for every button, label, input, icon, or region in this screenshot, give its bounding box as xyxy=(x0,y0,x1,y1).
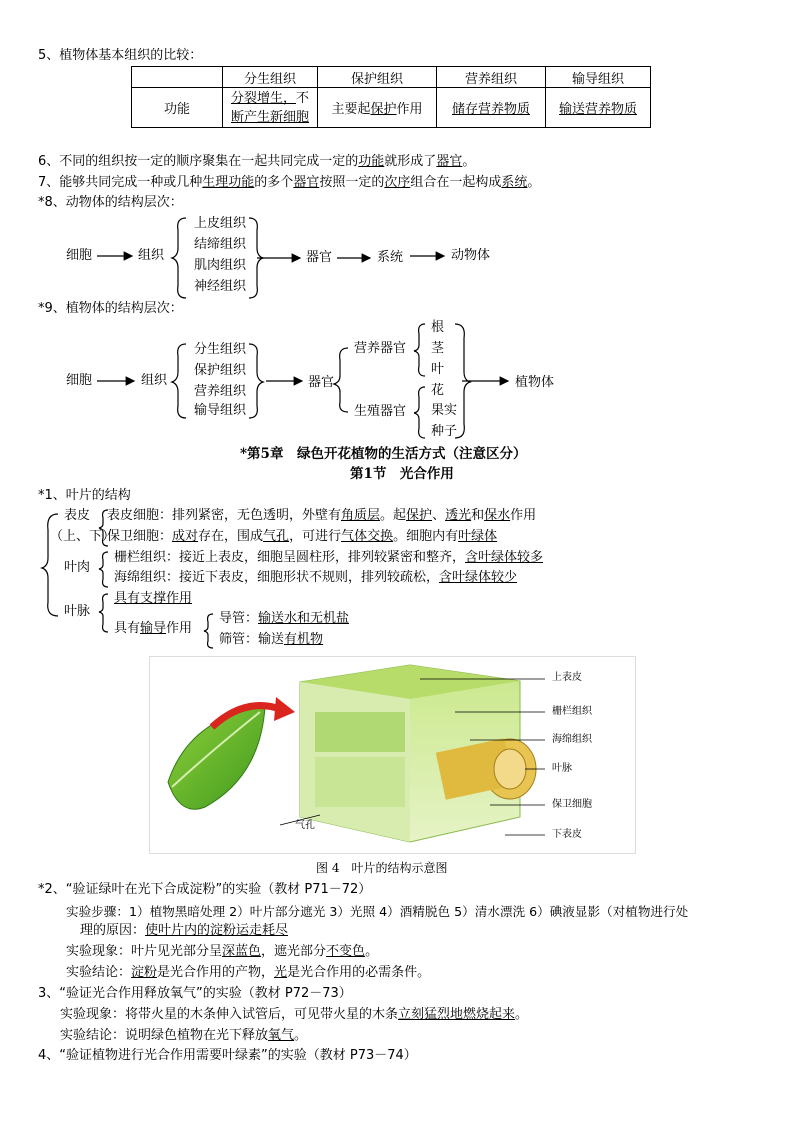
table-header: 营养组织 xyxy=(437,67,546,88)
vein-support: 具有支撑作用 xyxy=(114,591,193,606)
rep-item: 花 xyxy=(431,383,445,398)
vein-transport: 具有输导作用 xyxy=(114,621,193,636)
plant-body: 植物体 xyxy=(515,375,555,390)
leaf-structure-figure xyxy=(149,656,636,854)
veg-item: 叶 xyxy=(431,362,445,377)
section-9-title: *9、植物体的结构层次： xyxy=(38,301,183,316)
fig-label: 保卫细胞 xyxy=(552,799,592,810)
exp2-phenomenon: 实验现象：叶片见光部分呈深蓝色，遮光部分不变色。 xyxy=(66,944,379,959)
table-row-label: 功能 xyxy=(132,88,223,128)
reproductive-organ: 生殖器官 xyxy=(354,404,407,419)
chapter-title: *第5章 绿色开花植物的生活方式（注意区分） xyxy=(240,446,527,462)
vein-label: 叶脉 xyxy=(64,604,91,619)
animal-organ: 器官 xyxy=(306,250,333,265)
table-cell: 输送营养物质 xyxy=(546,88,651,128)
exp2-steps: 实验步骤：1）植物黑暗处理 2）叶片部分遮光 3）光照 4）酒精脱色 5）清水漂洗 6）碘液显影（对植物进行处 xyxy=(66,904,689,919)
fig-label: 栅栏组织 xyxy=(552,706,592,717)
guard-cell-text: 保卫细胞：成对存在，围成气孔，可进行气体交换。细胞内有叶绿体 xyxy=(107,529,498,544)
plant-tissue-item: 营养组织 xyxy=(194,384,247,399)
fig-label: 气孔 xyxy=(295,820,315,831)
table-header: 输导组织 xyxy=(546,67,651,88)
section-title: 第1节 光合作用 xyxy=(350,466,454,482)
veg-item: 根 xyxy=(431,320,445,335)
plant-organ: 器官 xyxy=(308,375,335,390)
section-6: 6、不同的组织按一定的顺序聚集在一起共同完成一定的功能就形成了器官。 xyxy=(38,154,476,169)
animal-tissue: 组织 xyxy=(138,248,165,263)
rep-item: 果实 xyxy=(431,403,458,418)
epidermal-cell-text: 表皮细胞：排列紧密，无色透明，外壁有角质层。起保护、透光和保水作用 xyxy=(107,508,537,523)
section-8-title: *8、动物体的结构层次： xyxy=(38,195,183,210)
exp2-title: *2、“验证绿叶在光下合成淀粉”的实验（教材 P71－72） xyxy=(38,882,372,897)
fig-label: 上表皮 xyxy=(552,672,582,683)
plant-tissue: 组织 xyxy=(141,373,168,388)
section-5-title: 5、植物体基本组织的比较： xyxy=(38,48,203,63)
exp2-reason: 理的原因：使叶片内的淀粉运走耗尽 xyxy=(80,923,289,938)
fig-label: 下表皮 xyxy=(552,829,582,840)
exp4-title: 4、“验证植物进行光合作用需要叶绿素”的实验（教材 P73－74） xyxy=(38,1048,417,1063)
animal-tissue-item: 结缔组织 xyxy=(194,237,247,252)
animal-tissue-item: 肌肉组织 xyxy=(194,258,247,273)
plant-tissue-item: 输导组织 xyxy=(194,403,247,418)
animal-cell: 细胞 xyxy=(66,248,93,263)
table-header: 保护组织 xyxy=(318,67,437,88)
animal-system: 系统 xyxy=(377,250,404,265)
epidermis-sub: （上、下） xyxy=(50,529,116,544)
epidermis-label: 表皮 xyxy=(64,508,91,523)
exp3-conclusion: 实验结论：说明绿色植物在光下释放氧气。 xyxy=(60,1028,308,1043)
animal-body: 动物体 xyxy=(451,248,491,263)
xylem-text: 导管：输送水和无机盐 xyxy=(219,611,350,626)
leaf-structure-title: *1、叶片的结构 xyxy=(38,488,131,503)
vegetative-organ: 营养器官 xyxy=(354,341,407,356)
plant-tissue-item: 分生组织 xyxy=(194,342,247,357)
fig-label: 海绵组织 xyxy=(552,734,592,745)
table-cell: 分裂增生，不 断产生新细胞 xyxy=(223,88,318,128)
exp2-conclusion: 实验结论：淀粉是光合作用的产物，光是光合作用的必需条件。 xyxy=(66,965,431,980)
plant-cell: 细胞 xyxy=(66,373,93,388)
palisade-text: 栅栏组织：接近上表皮，细胞呈圆柱形，排列较紧密和整齐，含叶绿体较多 xyxy=(114,550,544,565)
table-header: 分生组织 xyxy=(223,67,318,88)
veg-item: 茎 xyxy=(431,341,445,356)
plant-tissue-item: 保护组织 xyxy=(194,363,247,378)
table-cell: 储存营养物质 xyxy=(437,88,546,128)
exp3-title: 3、“验证光合作用释放氧气”的实验（教材 P72－73） xyxy=(38,986,352,1001)
phloem-text: 筛管：输送有机物 xyxy=(219,632,324,647)
mesophyll-label: 叶肉 xyxy=(64,560,91,575)
exp3-phenomenon: 实验现象：将带火星的木条伸入试管后，可见带火星的木条立刻猛烈地燃烧起来。 xyxy=(60,1007,529,1022)
rep-item: 种子 xyxy=(431,424,458,439)
figure-caption: 图 4 叶片的结构示意图 xyxy=(316,861,448,875)
animal-tissue-item: 神经组织 xyxy=(194,279,247,294)
fig-label: 叶脉 xyxy=(552,763,572,774)
spongy-text: 海绵组织：接近下表皮，细胞形状不规则，排列较疏松，含叶绿体较少 xyxy=(114,570,518,585)
section-7: 7、能够共同完成一种或几种生理功能的多个器官按照一定的次序组合在一起构成系统。 xyxy=(38,175,541,190)
animal-tissue-item: 上皮组织 xyxy=(194,216,247,231)
table-cell: 主要起保护作用 xyxy=(318,88,437,128)
